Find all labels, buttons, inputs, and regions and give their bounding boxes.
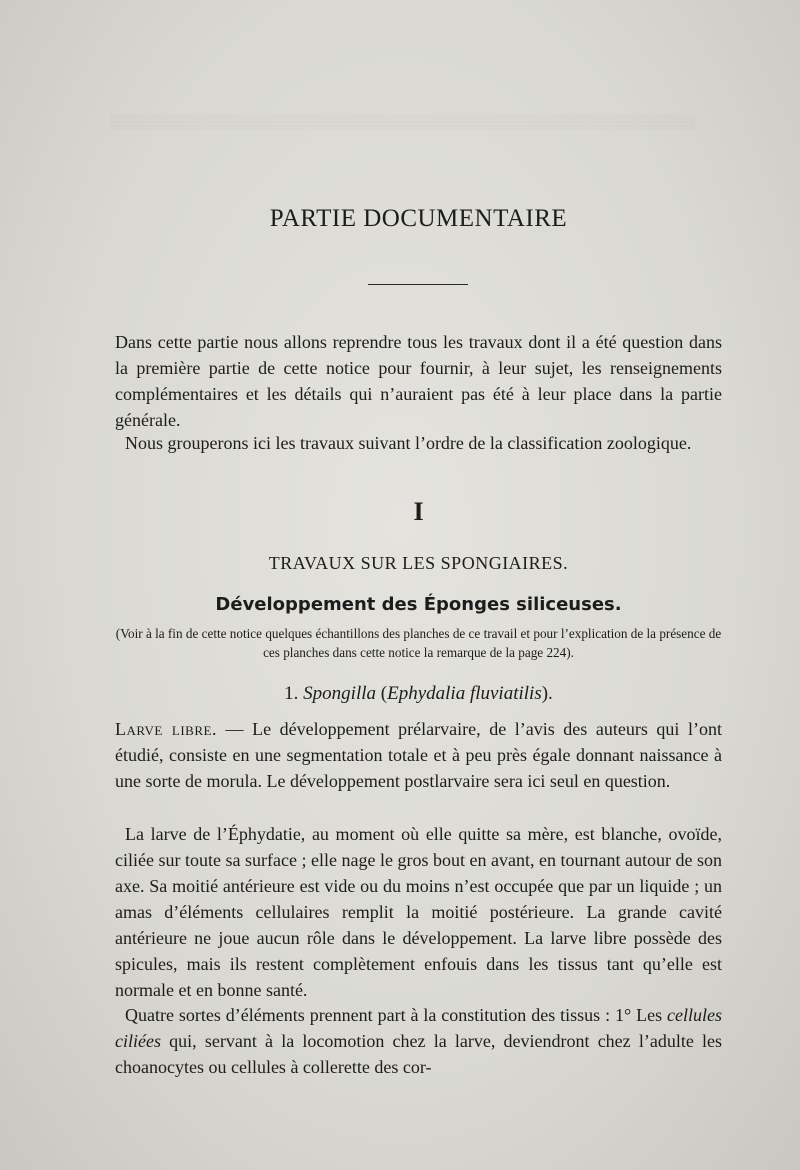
body-paragraph-2: La larve de l’Éphydatie, au moment où elle quitte sa mère, est blanche, ovoïde, ciliée sur toute sa surface ; elle nage le gros bout en avant, en tournant autour de son axe. Sa moitié antérieure est vide ou du moins n’est occupée que par un liquide ; un amas d’éléments cellulaires remplit la moitié postérieure. La grande cavité antérieure ne joue aucun rôle dans le développement. La larve libre possède des spicules, mais ils restent complètement enfouis dans les tissus tant qu’elle est normale et en bonne santé. xyxy=(115,824,722,1000)
body-paragraph-3 xyxy=(115,1002,722,1080)
bleed-through-text: ▒▒▒▒▒▒▒▒▒▒▒▒▒▒▒▒▒▒▒▒▒▒▒▒▒▒▒▒▒▒▒▒▒▒▒▒▒▒▒▒▒▒▒▒▒▒▒▒▒▒▒▒▒▒▒▒▒▒▒ xyxy=(110,115,696,130)
section-number: I xyxy=(413,497,424,526)
title-rule xyxy=(368,284,468,285)
species-genus: Spongilla xyxy=(303,683,377,704)
section-title: TRAVAUX SUR LES SPONGIAIRES. xyxy=(268,553,569,573)
species-heading xyxy=(115,683,722,705)
body-paragraph-3-start: Quatre sortes d’éléments prennent part à la constitution des tissus : 1° Les xyxy=(125,1005,668,1025)
body-paragraph-1-text: — Le développement prélarvaire, de l’avis des auteurs qui l’ont étudié, consiste en une segmentation totale et à peu près égale donnant naissance à une sorte de morula. Le développement postlarvaire sera ici seul en question. xyxy=(115,719,722,791)
section-subheading: Développement des Éponges siliceuses. xyxy=(215,594,622,615)
emphasis-term: cellules ciliées xyxy=(115,1005,722,1051)
species-number: 1. xyxy=(284,683,299,704)
section-note: (Voir à la fin de cette notice quelques échantillons des planches de ce travail et pour l’explication de la présence de ces planches dans cette notice la remarque de la page 224). xyxy=(115,626,722,660)
species-subname: Ephydalia fluviatilis xyxy=(387,683,542,704)
body-paragraph-3-end: qui, servant à la locomotion chez la larve, deviendront chez l’adulte les choanocytes ou cellules à collerette des cor- xyxy=(115,1031,722,1077)
body-paragraph-1 xyxy=(115,716,722,794)
species-open-paren: ( xyxy=(376,683,388,704)
paragraph-label: Larve libre. xyxy=(115,719,217,739)
page-title: PARTIE DOCUMENTAIRE xyxy=(269,205,568,232)
intro-paragraph-2: Nous grouperons ici les travaux suivant l’ordre de la classification zoologique. xyxy=(125,433,692,453)
intro-paragraph-1: Dans cette partie nous allons reprendre tous les travaux dont il a été question dans la première partie de cette notice pour fournir, à leur sujet, les renseignements complémentaires et les détails qui n’auraient pas été à leur place dans la partie générale. xyxy=(115,332,722,430)
species-close-paren: ). xyxy=(541,683,553,704)
